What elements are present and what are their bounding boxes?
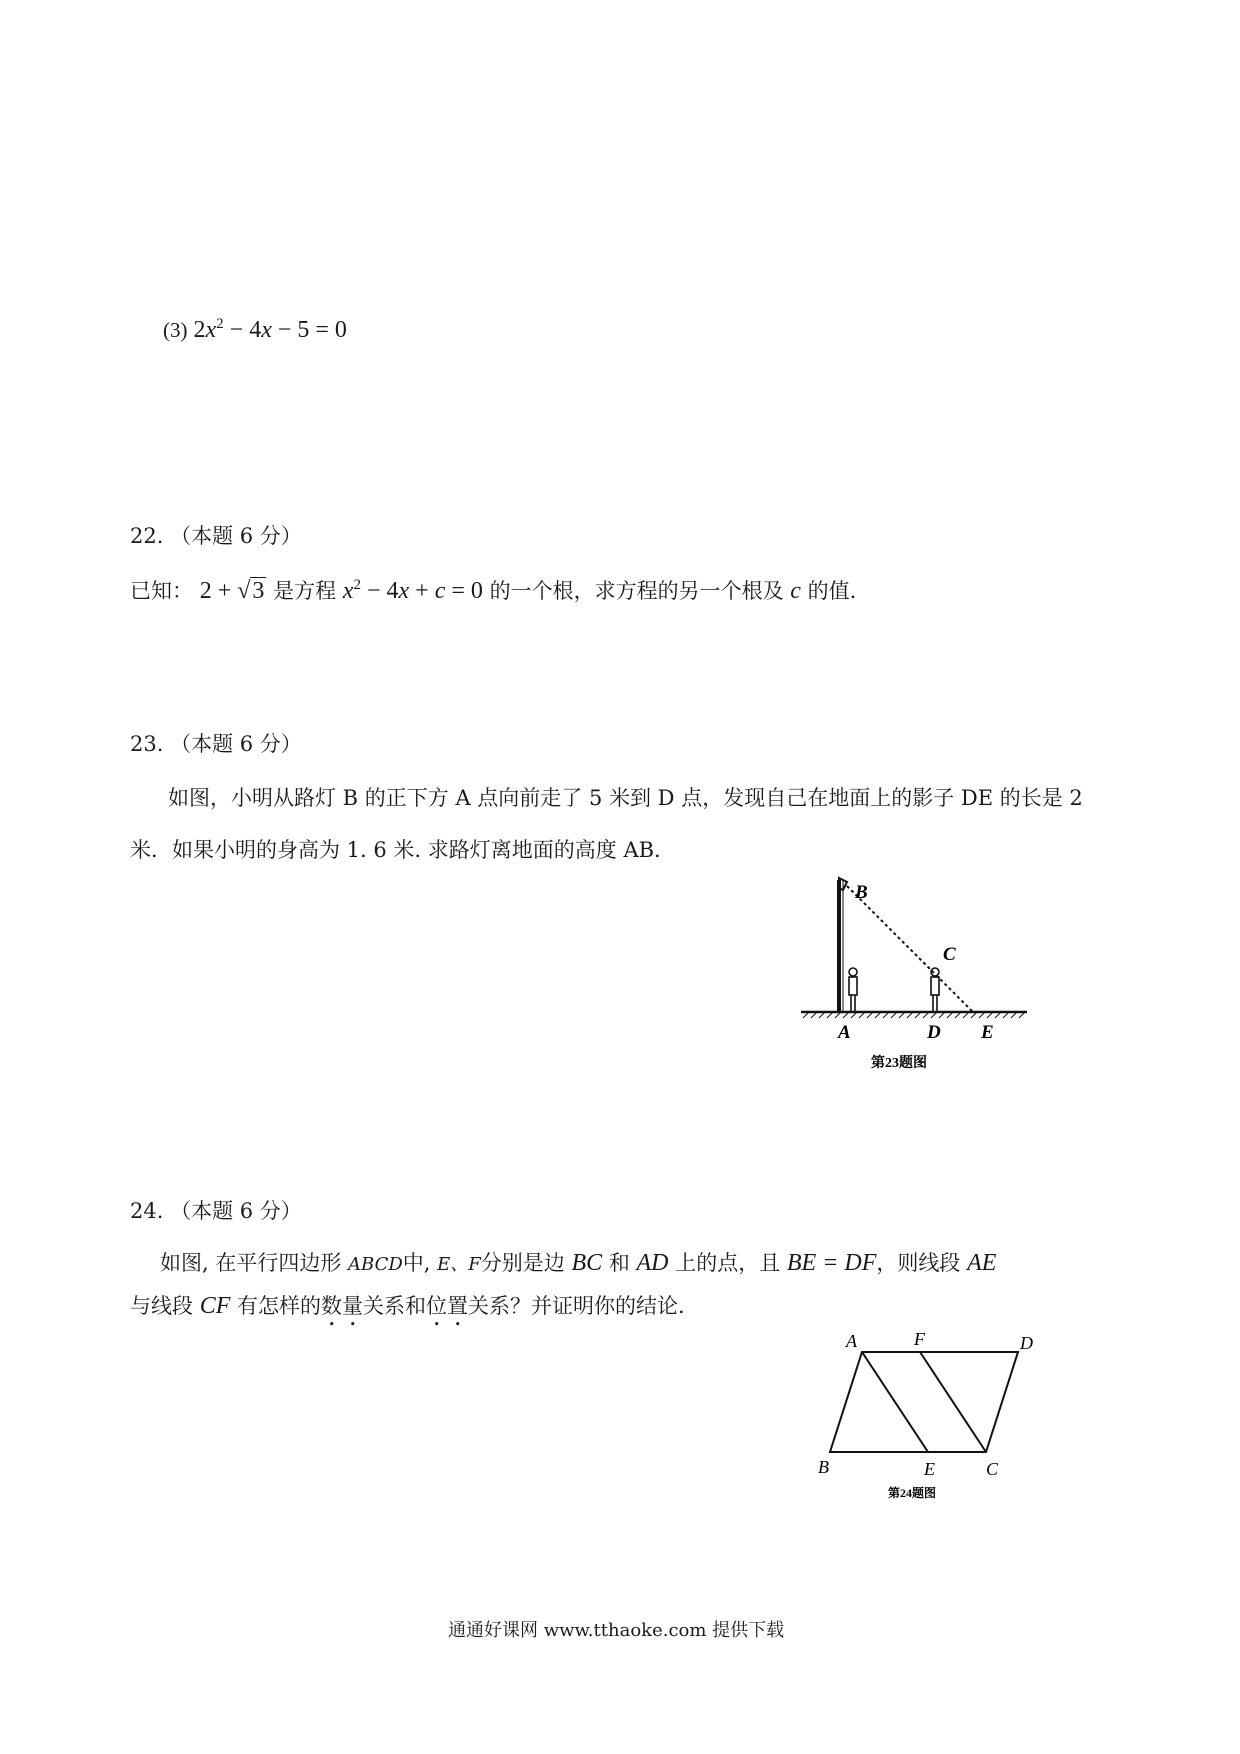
var-x: x <box>342 578 354 604</box>
var-AD: AD <box>636 1250 669 1276</box>
person-at-lamp-icon <box>849 968 857 1012</box>
q22-mid1: 是方程 <box>273 579 337 603</box>
var-x: x <box>398 578 410 604</box>
q23-figure <box>795 868 1035 1078</box>
text: 和 <box>602 1251 637 1275</box>
label-A: A <box>846 1331 857 1351</box>
text: 与线段 <box>130 1294 200 1318</box>
q22-root: 2 + √3 <box>199 578 265 604</box>
label-C: C <box>986 1459 999 1479</box>
q23-line1: 如图，小明从路灯 B 的正下方 A 点向前走了 5 米到 D 点，发现自己在地面上的影子 DE 的长是 2 <box>168 786 1083 810</box>
var-EF: E、F <box>437 1254 481 1275</box>
var-x: x <box>205 317 217 343</box>
text: 关系和 <box>363 1294 427 1318</box>
q24-figure <box>810 1325 1050 1510</box>
q22-mid2: 的一个根，求方程的另一个根及 <box>489 579 784 603</box>
emphasis-quantity: 数量 <box>321 1294 364 1318</box>
eq-BE-DF: BE = DF <box>786 1250 877 1276</box>
term: − 4 <box>360 578 399 604</box>
exponent: 2 <box>353 577 361 593</box>
coef: 2 <box>193 317 206 343</box>
label-A: A <box>838 1022 851 1043</box>
segment-CF <box>920 1352 986 1452</box>
q22-equation <box>343 578 483 604</box>
var-c: c <box>434 578 446 604</box>
root-int: 2 + <box>199 578 232 604</box>
q23-header: 23. （本题 6 分） <box>130 732 302 756</box>
label-E: E <box>981 1022 994 1043</box>
parallelogram-ABCD <box>830 1352 1018 1452</box>
text: 有怎样的 <box>230 1294 322 1318</box>
label-D: D <box>1020 1333 1033 1353</box>
q22-prefix: 已知： <box>130 579 193 603</box>
text: 中, <box>402 1251 438 1275</box>
term: + <box>409 578 435 604</box>
emphasis-position: 位置 <box>426 1294 469 1318</box>
q24-line1 <box>160 1247 996 1277</box>
label-C: C <box>943 944 956 965</box>
root-radicand: 3 <box>252 578 265 604</box>
term: − 5 = 0 <box>271 317 347 343</box>
label-D: D <box>927 1022 941 1043</box>
q24-line2 <box>130 1290 685 1331</box>
label-B: B <box>855 882 868 903</box>
q24-figure-svg <box>810 1325 1050 1510</box>
text: 关系？并证明你的结论. <box>468 1294 685 1318</box>
q23-caption: 第23题图 <box>871 1056 927 1071</box>
lamp-post <box>837 880 841 1012</box>
label-B: B <box>818 1457 829 1477</box>
label-F: F <box>914 1329 925 1349</box>
text: 如图, 在平行四边形 <box>160 1251 349 1275</box>
var-c: c <box>790 578 801 604</box>
q22-header: 22. （本题 6 分） <box>130 524 302 548</box>
text: 分别是边 <box>480 1251 572 1275</box>
q23-line2: 米．如果小明的身高为 1. 6 米. 求路灯离地面的高度 AB. <box>130 838 661 862</box>
q22-question <box>130 575 856 605</box>
var-CF: CF <box>199 1293 231 1319</box>
segment-AE <box>862 1352 928 1452</box>
exponent: 2 <box>216 316 224 332</box>
var-x: x <box>261 317 272 343</box>
label-E: E <box>924 1459 935 1479</box>
q21-part3-equation <box>163 316 347 344</box>
term: = 0 <box>445 578 483 604</box>
var-BC: BC <box>571 1250 603 1276</box>
page-footer: 通通好课网 www.tthaoke.com 提供下载 <box>448 1620 785 1641</box>
q21-part-label: (3) <box>163 318 188 342</box>
q22-suffix: 的值. <box>807 579 857 603</box>
term: − 4 <box>223 317 262 343</box>
text: 上的点，且 <box>668 1251 787 1275</box>
text: ，则线段 <box>876 1251 968 1275</box>
var-AE: AE <box>967 1250 997 1276</box>
q24-caption: 第24题图 <box>888 1486 937 1500</box>
var-ABCD: ABCD <box>348 1254 403 1275</box>
q24-header: 24. （本题 6 分） <box>130 1199 302 1223</box>
q23-figure-svg <box>795 868 1035 1078</box>
person-xiaoming-icon <box>931 968 939 1012</box>
